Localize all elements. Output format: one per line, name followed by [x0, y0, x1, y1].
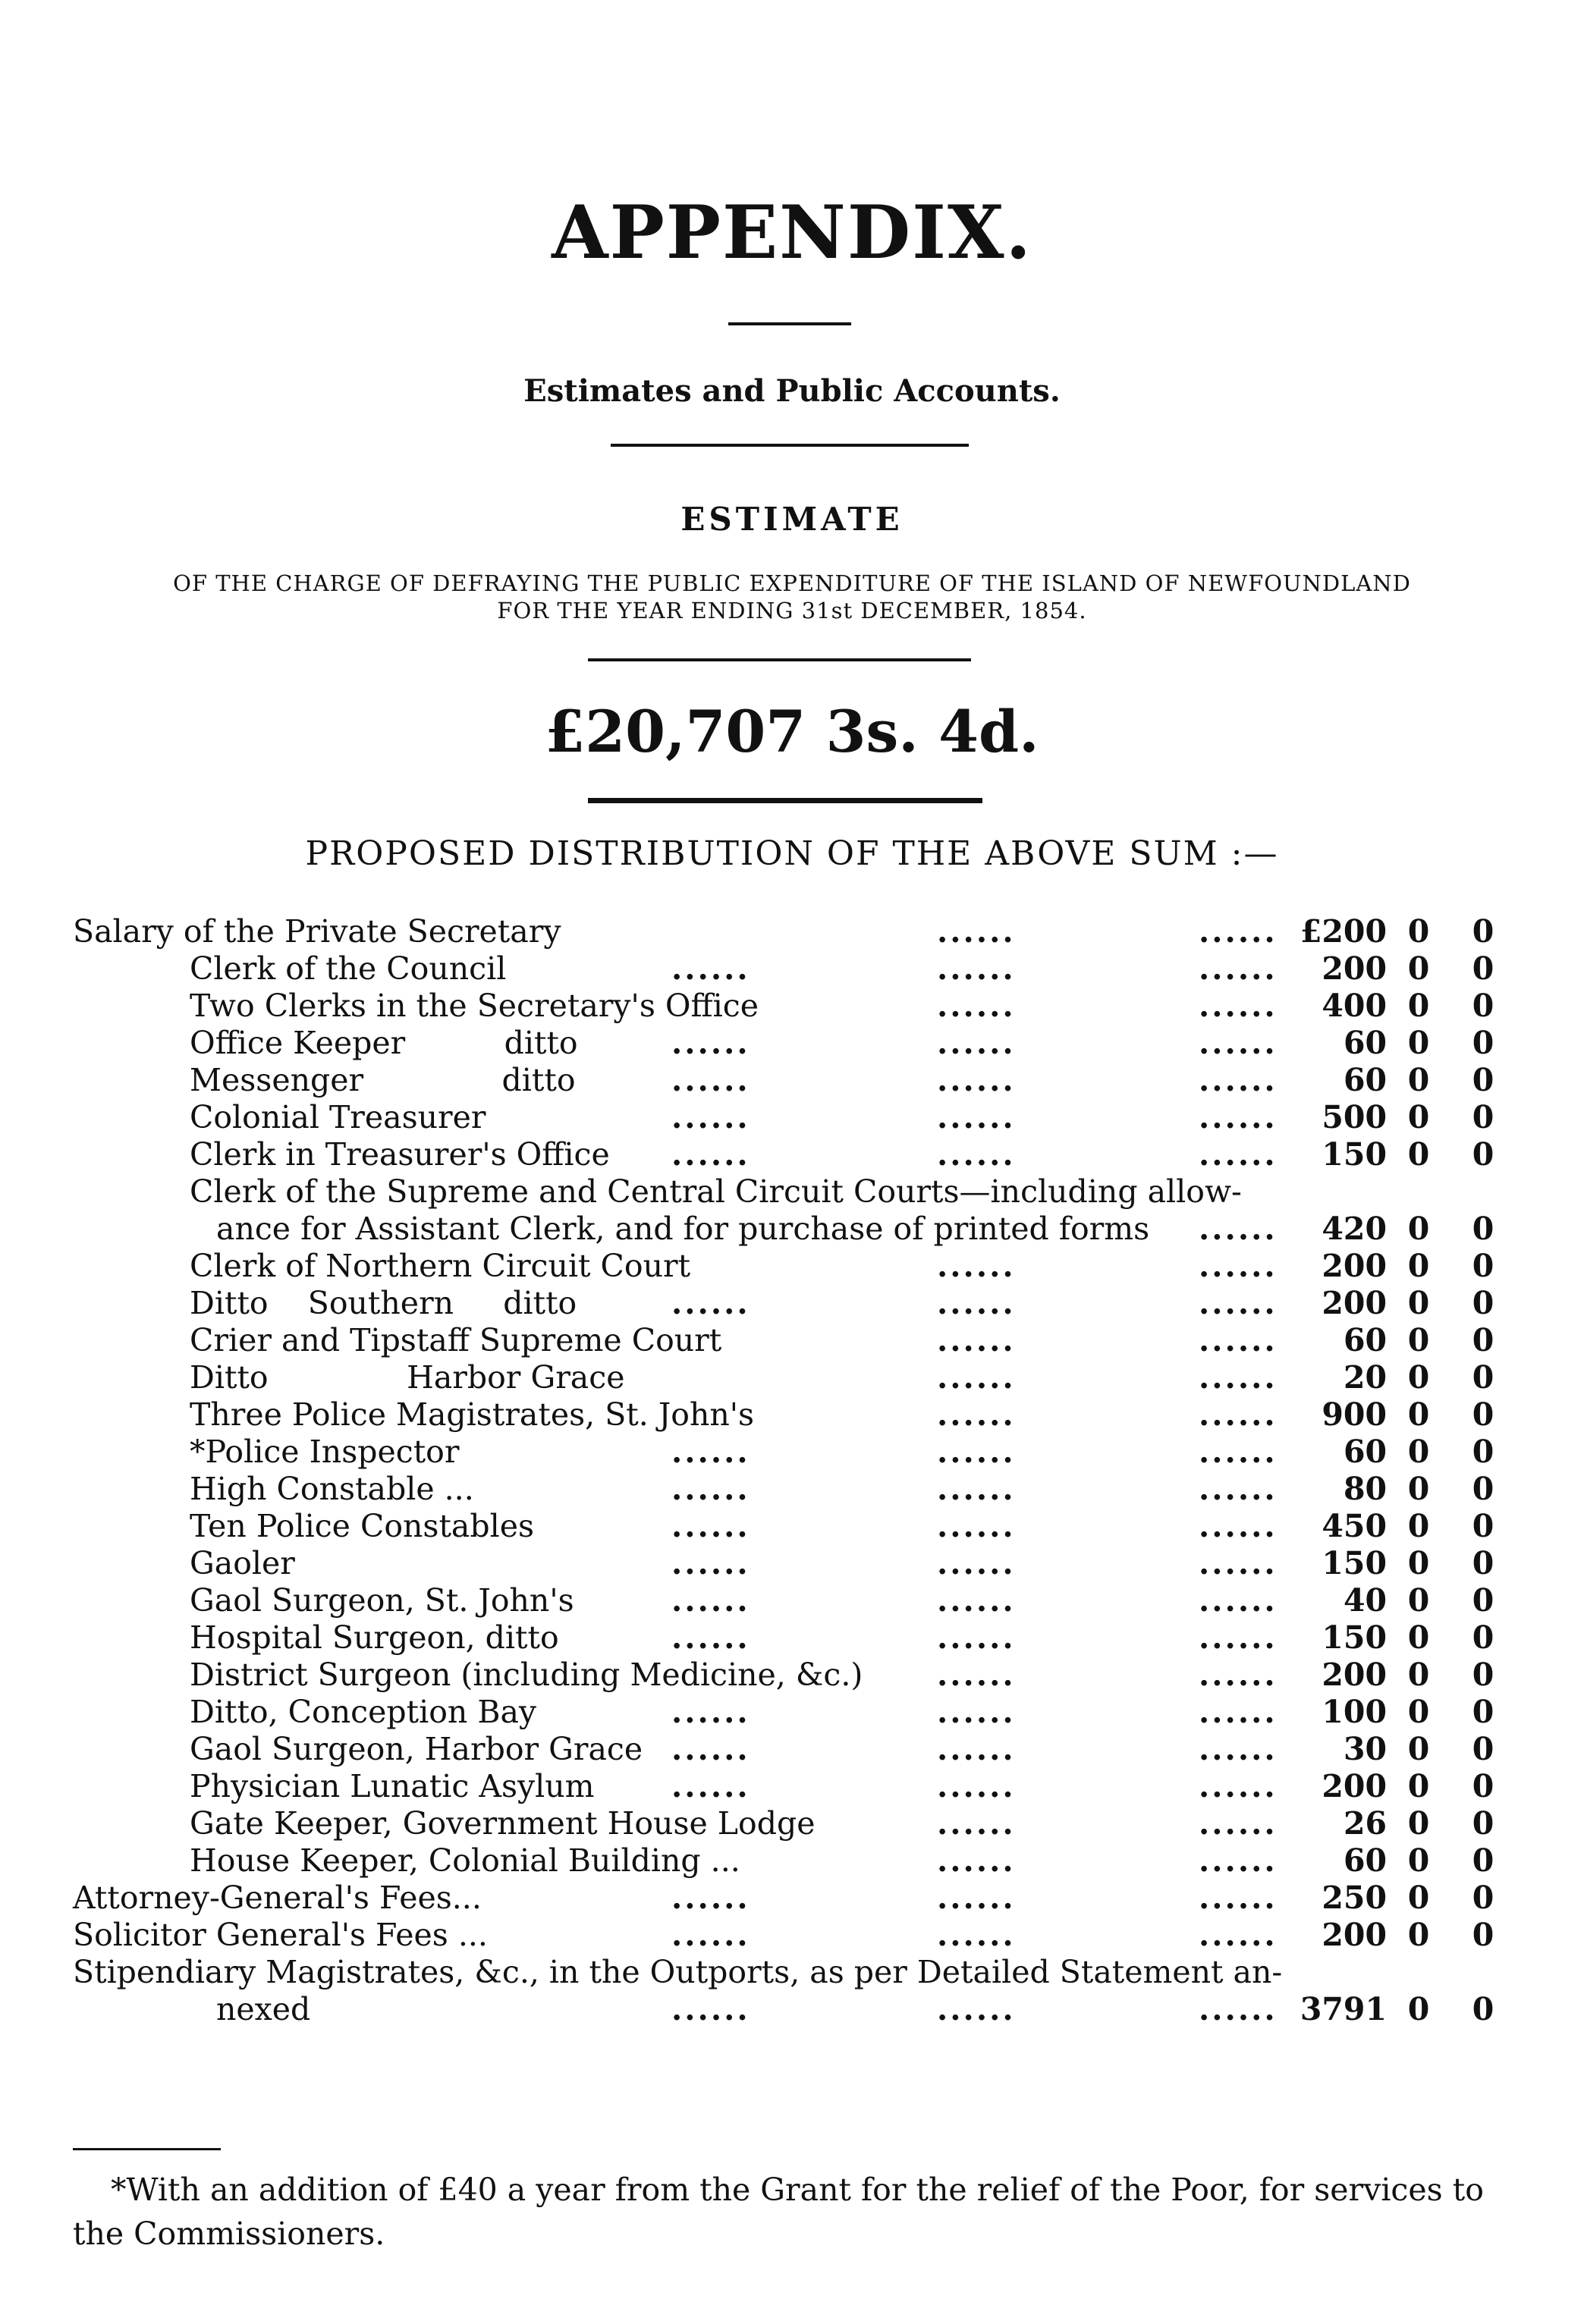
amount-pounds: 3791	[1300, 1991, 1387, 2027]
table-row	[0, 1099, 1584, 1136]
amount-pence: 0	[1472, 1322, 1494, 1358]
amount-pounds: 150	[1322, 1545, 1387, 1581]
leader-dots: ......	[937, 1285, 1016, 1321]
amount-shillings: 0	[1407, 1842, 1430, 1879]
leader-dots: ......	[671, 1545, 750, 1581]
amount-shillings: 0	[1407, 1471, 1430, 1507]
leader-dots: ......	[937, 1582, 1016, 1619]
item-label: House Keeper, Colonial Building ...	[190, 1842, 740, 1879]
leader-dots: ......	[1199, 1099, 1278, 1135]
leader-dots: ......	[1199, 1694, 1278, 1730]
table-row	[0, 1211, 1584, 1248]
leader-dots: ......	[1199, 1582, 1278, 1619]
amount-shillings: 0	[1407, 1136, 1430, 1173]
amount-shillings: 0	[1407, 1434, 1430, 1470]
amount-shillings: 0	[1407, 1991, 1430, 2027]
amount-pence: 0	[1472, 1657, 1494, 1693]
amount-shillings: 0	[1407, 950, 1430, 987]
table-row	[0, 1842, 1584, 1880]
leader-dots: ......	[937, 1545, 1016, 1581]
table-row	[0, 1694, 1584, 1731]
divider	[611, 444, 969, 447]
amount-pence: 0	[1472, 1099, 1494, 1135]
leader-dots: ......	[1199, 1322, 1278, 1358]
amount-shillings: 0	[1407, 1359, 1430, 1396]
table-row	[0, 1917, 1584, 1954]
table-row	[0, 950, 1584, 988]
amount-pounds: 200	[1322, 1248, 1387, 1284]
amount-pence: 0	[1472, 1396, 1494, 1433]
item-label: Gaol Surgeon, St. John's	[190, 1582, 574, 1619]
leader-dots: ......	[1199, 1025, 1278, 1061]
amount-pence: 0	[1472, 1062, 1494, 1098]
leader-dots: ......	[671, 1991, 750, 2027]
table-row	[0, 1768, 1584, 1805]
footnote-line1: *With an addition of £40 a year from the Grant for the relief of the Poor, for services to	[111, 2172, 1484, 2208]
item-label: ance for Assistant Clerk, and for purchase of printed forms	[216, 1211, 1150, 1247]
amount-pounds: 60	[1343, 1842, 1387, 1879]
divider	[728, 322, 851, 325]
amount-pence: 0	[1472, 1359, 1494, 1396]
leader-dots: ......	[937, 950, 1016, 987]
item-label: Colonial Treasurer	[190, 1099, 486, 1135]
footnote-line2: the Commissioners.	[73, 2216, 385, 2252]
page-title: APPENDIX.	[552, 190, 1032, 275]
table-row	[0, 1173, 1584, 1211]
amount-pence: 0	[1472, 1880, 1494, 1916]
leader-dots: ......	[671, 1917, 750, 1953]
leader-dots: ......	[671, 1880, 750, 1916]
leader-dots: ......	[671, 1434, 750, 1470]
leader-dots: ......	[937, 1471, 1016, 1507]
leader-dots: ......	[937, 1136, 1016, 1173]
amount-pence: 0	[1472, 1471, 1494, 1507]
leader-dots: ......	[937, 988, 1016, 1024]
leader-dots: ......	[1199, 1285, 1278, 1321]
amount-shillings: 0	[1407, 1657, 1430, 1693]
leader-dots: ......	[1199, 1062, 1278, 1098]
item-label: Salary of the Private Secretary	[73, 913, 561, 950]
amount-shillings: 0	[1407, 1322, 1430, 1358]
leader-dots: ......	[1199, 1768, 1278, 1804]
item-label: Messenger ditto	[190, 1062, 576, 1098]
leader-dots: ......	[1199, 1917, 1278, 1953]
distribution-heading: PROPOSED DISTRIBUTION OF THE ABOVE SUM :—	[305, 834, 1279, 873]
leader-dots: ......	[671, 1582, 750, 1619]
amount-pounds: 26	[1343, 1805, 1387, 1842]
amount-pounds: 80	[1343, 1471, 1387, 1507]
leader-dots: ......	[937, 1880, 1016, 1916]
table-row	[0, 1582, 1584, 1619]
leader-dots: ......	[937, 1657, 1016, 1693]
amount-pounds: 200	[1322, 1768, 1387, 1804]
leader-dots: ......	[937, 1842, 1016, 1879]
amount-pence: 0	[1472, 1805, 1494, 1842]
amount-pounds: 400	[1322, 988, 1387, 1024]
amount-pence: 0	[1472, 1434, 1494, 1470]
item-label: District Surgeon (including Medicine, &c.)	[190, 1657, 863, 1693]
amount-shillings: 0	[1407, 1880, 1430, 1916]
leader-dots: ......	[937, 1099, 1016, 1135]
amount-pence: 0	[1472, 1768, 1494, 1804]
amount-shillings: 0	[1407, 1768, 1430, 1804]
item-label: Ditto, Conception Bay	[190, 1694, 537, 1730]
amount-pounds: 450	[1322, 1508, 1387, 1544]
table-row	[0, 913, 1584, 950]
leader-dots: ......	[937, 1991, 1016, 2027]
leader-dots: ......	[671, 1062, 750, 1098]
table-row	[0, 1396, 1584, 1434]
table-row	[0, 988, 1584, 1025]
leader-dots: ......	[937, 1917, 1016, 1953]
item-label: Three Police Magistrates, St. John's	[190, 1396, 755, 1433]
leader-dots: ......	[1199, 1657, 1278, 1693]
estimate-heading: ESTIMATE	[680, 501, 904, 538]
item-label: Stipendiary Magistrates, &c., in the Outports, as per Detailed Statement an-	[73, 1954, 1283, 1990]
amount-pounds: 150	[1322, 1136, 1387, 1173]
table-row	[0, 1954, 1584, 1991]
leader-dots: ......	[1199, 1619, 1278, 1656]
leader-dots: ......	[671, 1471, 750, 1507]
amount-pence: 0	[1472, 1248, 1494, 1284]
table-row	[0, 1359, 1584, 1396]
leader-dots: ......	[1199, 1508, 1278, 1544]
leader-dots: ......	[671, 1619, 750, 1656]
item-label: Physician Lunatic Asylum	[190, 1768, 595, 1804]
estimate-description-line1: OF THE CHARGE OF DEFRAYING THE PUBLIC EXPENDITURE OF THE ISLAND OF NEWFOUNDLAND	[173, 570, 1411, 596]
amount-pounds: 60	[1343, 1434, 1387, 1470]
leader-dots: ......	[1199, 950, 1278, 987]
table-row	[0, 1657, 1584, 1694]
item-label: Two Clerks in the Secretary's Office	[190, 988, 759, 1024]
leader-dots: ......	[671, 1136, 750, 1173]
item-label: Clerk of the Supreme and Central Circuit Courts—including allow-	[190, 1173, 1242, 1210]
amount-pence: 0	[1472, 950, 1494, 987]
item-label: Hospital Surgeon, ditto	[190, 1619, 559, 1656]
amount-pounds: 200	[1322, 950, 1387, 987]
amount-shillings: 0	[1407, 1248, 1430, 1284]
table-row	[0, 1619, 1584, 1657]
leader-dots: ......	[937, 1768, 1016, 1804]
amount-shillings: 0	[1407, 913, 1430, 950]
amount-pounds: 100	[1322, 1694, 1387, 1730]
amount-shillings: 0	[1407, 1396, 1430, 1433]
leader-dots: ......	[671, 1099, 750, 1135]
table-row	[0, 1731, 1584, 1768]
amount-pence: 0	[1472, 1917, 1494, 1953]
amount-pence: 0	[1472, 1991, 1494, 2027]
table-row	[0, 1136, 1584, 1173]
amount-pounds: 60	[1343, 1322, 1387, 1358]
leader-dots: ......	[1199, 988, 1278, 1024]
amount-pence: 0	[1472, 1619, 1494, 1656]
table-row	[0, 1471, 1584, 1508]
leader-dots: ......	[937, 1359, 1016, 1396]
leader-dots: ......	[671, 950, 750, 987]
footnote-rule	[73, 2148, 221, 2150]
amount-pounds: 30	[1343, 1731, 1387, 1767]
amount-shillings: 0	[1407, 1211, 1430, 1247]
amount-pounds: 420	[1322, 1211, 1387, 1247]
amount-pence: 0	[1472, 1694, 1494, 1730]
leader-dots: ......	[1199, 1434, 1278, 1470]
amount-pounds: 60	[1343, 1025, 1387, 1061]
leader-dots: ......	[1199, 1805, 1278, 1842]
amount-pounds: 900	[1322, 1396, 1387, 1433]
amount-shillings: 0	[1407, 1285, 1430, 1321]
leader-dots: ......	[671, 1285, 750, 1321]
item-label: Ditto Southern ditto	[190, 1285, 577, 1321]
leader-dots: ......	[937, 1396, 1016, 1433]
divider	[588, 658, 971, 661]
table-row	[0, 1880, 1584, 1917]
leader-dots: ......	[937, 1619, 1016, 1656]
amount-pounds: 200	[1322, 1285, 1387, 1321]
item-label: Clerk of the Council	[190, 950, 507, 987]
leader-dots: ......	[937, 1508, 1016, 1544]
amount-pence: 0	[1472, 1211, 1494, 1247]
item-label: High Constable ...	[190, 1471, 474, 1507]
amount-pounds: 60	[1343, 1062, 1387, 1098]
amount-shillings: 0	[1407, 1508, 1430, 1544]
table-row	[0, 1805, 1584, 1842]
amount-shillings: 0	[1407, 1917, 1430, 1953]
amount-pence: 0	[1472, 1508, 1494, 1544]
table-row	[0, 1508, 1584, 1545]
amount-shillings: 0	[1407, 1025, 1430, 1061]
amount-shillings: 0	[1407, 988, 1430, 1024]
item-label: Gaol Surgeon, Harbor Grace	[190, 1731, 643, 1767]
leader-dots: ......	[1199, 1842, 1278, 1879]
leader-dots: ......	[1199, 1396, 1278, 1433]
table-row	[0, 1025, 1584, 1062]
amount-pence: 0	[1472, 1136, 1494, 1173]
leader-dots: ......	[1199, 1880, 1278, 1916]
leader-dots: ......	[671, 1694, 750, 1730]
amount-shillings: 0	[1407, 1545, 1430, 1581]
table-row	[0, 1062, 1584, 1099]
amount-pounds: 20	[1343, 1359, 1387, 1396]
item-label: Gaoler	[190, 1545, 295, 1581]
amount-shillings: 0	[1407, 1805, 1430, 1842]
leader-dots: ......	[671, 1025, 750, 1061]
amount-pounds: 40	[1343, 1582, 1387, 1619]
amount-pounds: 200	[1322, 1917, 1387, 1953]
leader-dots: ......	[937, 1248, 1016, 1284]
amount-pounds: 200	[1322, 1657, 1387, 1693]
leader-dots: ......	[1199, 1991, 1278, 2027]
leader-dots: ......	[1199, 1136, 1278, 1173]
item-label: Gate Keeper, Government House Lodge	[190, 1805, 816, 1842]
estimate-description-line2: FOR THE YEAR ENDING 31st DECEMBER, 1854.	[497, 598, 1087, 623]
amount-pence: 0	[1472, 1025, 1494, 1061]
item-label: Clerk of Northern Circuit Court	[190, 1248, 691, 1284]
leader-dots: ......	[1199, 1211, 1278, 1247]
item-label: Solicitor General's Fees ...	[73, 1917, 488, 1953]
leader-dots: ......	[1199, 1359, 1278, 1396]
leader-dots: ......	[937, 1805, 1016, 1842]
estimate-total: £20,707 3s. 4d.	[545, 698, 1039, 765]
amount-shillings: 0	[1407, 1619, 1430, 1656]
amount-pence: 0	[1472, 1731, 1494, 1767]
leader-dots: ......	[1199, 1731, 1278, 1767]
leader-dots: ......	[671, 1731, 750, 1767]
leader-dots: ......	[1199, 1545, 1278, 1581]
leader-dots: ......	[671, 1768, 750, 1804]
amount-shillings: 0	[1407, 1062, 1430, 1098]
item-label: Office Keeper ditto	[190, 1025, 578, 1061]
amount-pounds: £200	[1300, 913, 1387, 950]
amount-pounds: 250	[1322, 1880, 1387, 1916]
leader-dots: ......	[937, 1322, 1016, 1358]
leader-dots: ......	[937, 1062, 1016, 1098]
section-subtitle: Estimates and Public Accounts.	[523, 373, 1061, 409]
item-label: nexed	[216, 1991, 311, 2027]
expenditure-table	[0, 913, 1584, 2028]
leader-dots: ......	[937, 1025, 1016, 1061]
divider	[588, 798, 982, 803]
item-label: Clerk in Treasurer's Office	[190, 1136, 610, 1173]
leader-dots: ......	[937, 1694, 1016, 1730]
amount-pence: 0	[1472, 1285, 1494, 1321]
table-row	[0, 1322, 1584, 1359]
leader-dots: ......	[1199, 1248, 1278, 1284]
amount-pence: 0	[1472, 1842, 1494, 1879]
table-row	[0, 1545, 1584, 1582]
footnote	[73, 2168, 1514, 2256]
leader-dots: ......	[1199, 1471, 1278, 1507]
leader-dots: ......	[937, 913, 1016, 950]
amount-pence: 0	[1472, 988, 1494, 1024]
item-label: Ditto Harbor Grace	[190, 1359, 625, 1396]
leader-dots: ......	[937, 1731, 1016, 1767]
leader-dots: ......	[937, 1434, 1016, 1470]
leader-dots: ......	[671, 1508, 750, 1544]
table-row	[0, 1991, 1584, 2028]
amount-shillings: 0	[1407, 1731, 1430, 1767]
table-row	[0, 1434, 1584, 1471]
table-row	[0, 1285, 1584, 1322]
table-row	[0, 1248, 1584, 1285]
amount-pence: 0	[1472, 913, 1494, 950]
amount-pence: 0	[1472, 1582, 1494, 1619]
leader-dots: ......	[1199, 913, 1278, 950]
amount-shillings: 0	[1407, 1099, 1430, 1135]
item-label: Ten Police Constables	[190, 1508, 535, 1544]
item-label: *Police Inspector	[190, 1434, 460, 1470]
amount-shillings: 0	[1407, 1694, 1430, 1730]
item-label: Crier and Tipstaff Supreme Court	[190, 1322, 722, 1358]
amount-pounds: 150	[1322, 1619, 1387, 1656]
amount-shillings: 0	[1407, 1582, 1430, 1619]
amount-pounds: 500	[1322, 1099, 1387, 1135]
amount-pence: 0	[1472, 1545, 1494, 1581]
item-label: Attorney-General's Fees...	[73, 1880, 482, 1916]
